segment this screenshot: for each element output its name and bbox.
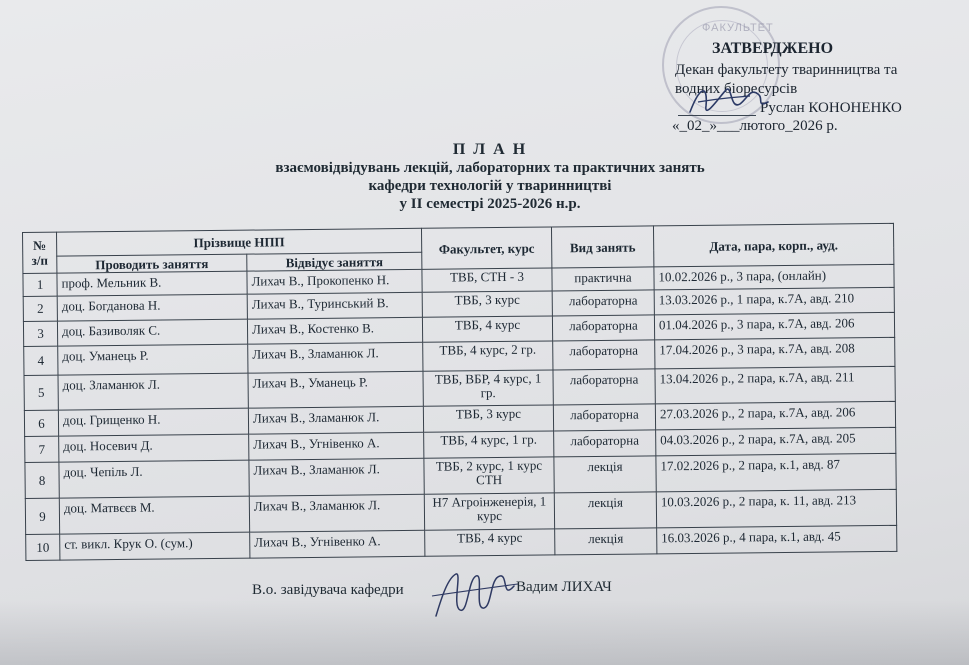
cell-kind: лабораторна <box>553 369 655 405</box>
header-date: Дата, пара, корп., ауд. <box>653 223 893 267</box>
cell-conducts: доц. Богданова Н. <box>57 294 247 321</box>
cell-kind: практична <box>552 267 654 291</box>
cell-faculty: ТВБ, 4 курс <box>422 316 552 342</box>
cell-faculty: ТВБ, 2 курс, 1 курс СТН <box>424 457 554 494</box>
header-kind: Вид занять <box>551 226 653 268</box>
cell-faculty: ТВБ, 4 курс, 2 гр. <box>423 341 553 371</box>
cell-num: 1 <box>23 273 57 296</box>
cell-visits: Лихач В., Зламанюк Л. <box>248 406 423 434</box>
cell-kind: лекція <box>554 492 656 529</box>
cell-faculty: ТВБ, 3 курс <box>422 291 552 317</box>
cell-visits: Лихач В., Угнівенко А. <box>250 530 425 558</box>
cell-faculty: ТВБ, 4 курс, 1 гр. <box>424 431 554 458</box>
cell-date: 13.03.2026 р., 1 пара, к.7А, авд. 210 <box>654 287 894 315</box>
cell-visits: Лихач В., Уманець Р. <box>248 371 423 408</box>
cell-num: 8 <box>25 462 59 498</box>
approval-date: «_02_»___лютого_2026 р. <box>672 118 838 134</box>
cell-date: 04.03.2026 р., 2 пара, к.7А, авд. 205 <box>656 427 896 456</box>
cell-faculty: ТВБ, 4 курс <box>425 529 555 556</box>
cell-date: 27.03.2026 р., 2 пара, к.7А, авд. 206 <box>655 401 895 430</box>
table-body <box>23 264 897 560</box>
cell-kind: лабораторна <box>553 340 655 370</box>
cell-date: 16.03.2026 р., 4 пара, к.1, авд. 45 <box>657 525 897 554</box>
cell-kind: лабораторна <box>552 290 654 316</box>
header-faculty: Факультет, курс <box>421 227 551 269</box>
cell-kind: лекція <box>554 456 656 493</box>
cell-date: 13.04.2026 р., 2 пара, к.7А, авд. 211 <box>655 366 895 404</box>
head-signature <box>428 566 520 624</box>
cell-kind: лекція <box>555 528 657 555</box>
approval-dean-name: Руслан КОНОНЕНКО <box>760 100 902 116</box>
plan-department: кафедри технологій у тваринництві <box>368 178 612 194</box>
cell-num: 3 <box>23 321 57 346</box>
cell-conducts: доц. Базиволяк С. <box>57 319 247 346</box>
cell-faculty: ТВБ, ВБР, 4 курс, 1 гр. <box>423 370 553 406</box>
cell-num: 10 <box>26 534 60 560</box>
cell-date: 01.04.2026 р., 3 пара, к.7А, авд. 206 <box>654 312 894 340</box>
cell-faculty: ТВБ, СТН - 3 <box>422 268 552 292</box>
cell-num: 7 <box>25 436 59 462</box>
cell-faculty: Н7 Агроінженерія, 1 курс <box>424 493 554 530</box>
cell-visits: Лихач В., Костенко В. <box>247 317 422 344</box>
cell-conducts: доц. Носевич Д. <box>59 434 249 462</box>
head-name: Вадим ЛИХАЧ <box>516 579 612 595</box>
head-role: В.о. завідувача кафедри <box>252 582 404 598</box>
cell-visits: Лихач В., Зламанюк Л. <box>249 458 424 496</box>
cell-date: 17.04.2026 р., 3 пара, к.7А, авд. 208 <box>655 337 895 369</box>
cell-visits: Лихач В., Туринський В. <box>247 292 422 319</box>
cell-visits: Лихач В., Прокопенко Н. <box>247 269 422 294</box>
plan-subtitle: взаємовідвідувань лекцій, лабораторних та практичних занять <box>275 160 705 176</box>
cell-conducts: доц. Зламанюк Л. <box>58 373 248 410</box>
cell-conducts: проф. Мельник В. <box>57 271 247 296</box>
cell-conducts: доц. Грищенко Н. <box>58 408 248 436</box>
cell-num: 5 <box>24 375 58 410</box>
cell-visits: Лихач В., Зламанюк Л. <box>249 494 424 532</box>
cell-kind: лабораторна <box>552 315 654 341</box>
header-num: № з/п <box>23 232 57 273</box>
plan-title: П Л А Н <box>452 141 528 158</box>
cell-conducts: доц. Матвєєв М. <box>59 496 249 534</box>
approval-dean-line2: водних біоресурсів <box>675 81 798 97</box>
cell-num: 2 <box>23 296 57 321</box>
cell-kind: лабораторна <box>553 404 655 431</box>
cell-visits: Лихач В., Зламанюк Л. <box>248 342 423 373</box>
cell-date: 10.02.2026 р., 3 пара, (онлайн) <box>654 264 894 290</box>
cell-faculty: ТВБ, 3 курс <box>423 405 553 432</box>
dean-signature <box>680 76 775 124</box>
cell-visits: Лихач В., Угнівенко А. <box>249 432 424 460</box>
stamp-text: ФАКУЛЬТЕТ <box>702 22 774 34</box>
cell-num: 6 <box>24 410 58 436</box>
cell-kind: лабораторна <box>554 430 656 457</box>
header-conducts: Проводить заняття <box>57 254 247 273</box>
cell-conducts: ст. викл. Крук О. (сум.) <box>60 532 250 560</box>
cell-num: 9 <box>25 498 59 534</box>
plan-semester: у ІІ семестрі 2025-2026 н.р. <box>399 196 581 212</box>
approval-title: ЗАТВЕРДЖЕНО <box>712 40 834 57</box>
cell-date: 10.03.2026 р., 2 пара, к. 11, авд. 213 <box>656 489 896 528</box>
approval-dean-line1: Декан факультету тваринництва та <box>675 62 898 78</box>
cell-conducts: доц. Чепіль Л. <box>59 460 249 498</box>
cell-date: 17.02.2026 р., 2 пара, к.1, авд. 87 <box>656 453 896 492</box>
visits-table <box>22 223 897 561</box>
cell-num: 4 <box>24 346 58 375</box>
header-npp: Прізвище НПП <box>57 228 422 256</box>
cell-conducts: доц. Уманець Р. <box>58 344 248 375</box>
header-visits: Відвідує заняття <box>247 252 422 271</box>
